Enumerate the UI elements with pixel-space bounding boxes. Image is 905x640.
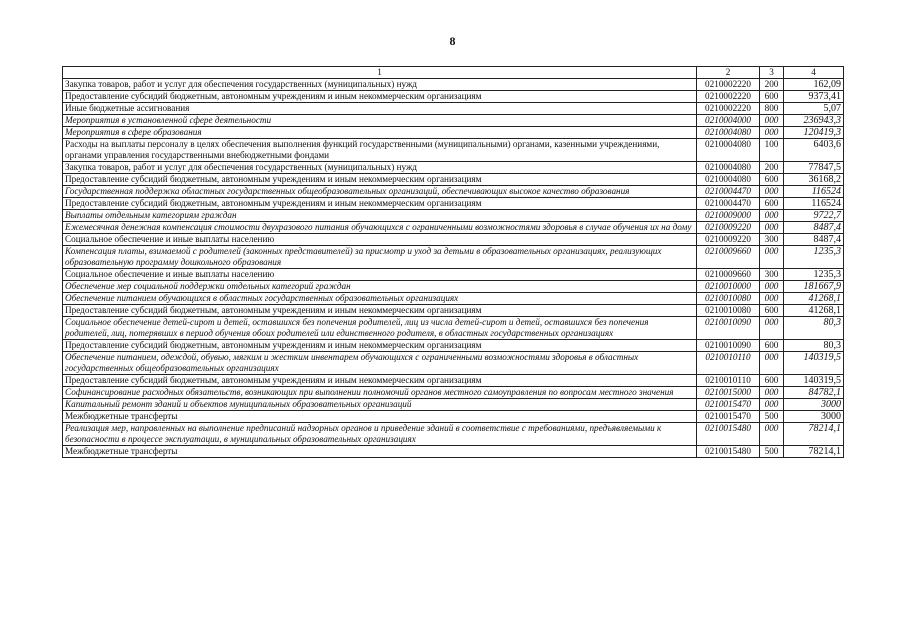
row-type-cell: 000 — [760, 352, 784, 375]
row-type-cell: 800 — [760, 103, 784, 115]
row-type-cell: 000 — [760, 186, 784, 198]
row-name-cell: Обеспечение питанием, одеждой, обувью, мягким и жестким инвентарем обучающихся с ограниченными возможностями здоровья в областных государственных общеобразовательных организациях — [63, 352, 697, 375]
row-code-cell: 0210004000 — [697, 115, 760, 127]
row-name-cell: Предоставление субсидий бюджетным, автономным учреждениям и иным некоммерческим организациям — [63, 198, 697, 210]
row-name-cell: Государственная поддержка областных государственных общеобразовательных организаций, обеспечивающих высокое качество образования — [63, 186, 697, 198]
table-row — [63, 387, 844, 399]
budget-table — [62, 66, 844, 458]
row-code-cell: 0210015470 — [697, 411, 760, 423]
row-code-cell: 0210004080 — [697, 139, 760, 162]
header-cell-code: 2 — [697, 67, 760, 79]
row-type-cell: 000 — [760, 210, 784, 222]
row-type-cell: 500 — [760, 411, 784, 423]
table-row — [63, 281, 844, 293]
row-name-cell: Мероприятия в установленной сфере деятельности — [63, 115, 697, 127]
row-type-cell: 000 — [760, 246, 784, 269]
row-code-cell: 0210009660 — [697, 269, 760, 281]
table-row — [63, 91, 844, 103]
row-sum-cell: 78214,1 — [784, 423, 844, 446]
row-type-cell: 600 — [760, 375, 784, 387]
row-name-cell: Предоставление субсидий бюджетным, автономным учреждениям и иным некоммерческим организациям — [63, 174, 697, 186]
row-code-cell: 0210015480 — [697, 446, 760, 458]
page-number: 8 — [449, 34, 456, 48]
row-name-cell: Межбюджетные трансферты — [63, 446, 697, 458]
row-sum-cell: 3000 — [784, 399, 844, 411]
row-sum-cell: 80,3 — [784, 340, 844, 352]
row-code-cell: 0210002220 — [697, 103, 760, 115]
row-type-cell: 300 — [760, 269, 784, 281]
row-name-cell: Софинансирование расходных обязательств, возникающих при выполнении полномочий органов местного самоуправления по вопросам местного значения — [63, 387, 697, 399]
table-row — [63, 352, 844, 375]
row-code-cell: 0210015470 — [697, 399, 760, 411]
row-sum-cell: 116524 — [784, 186, 844, 198]
row-name-cell: Выплаты отдельным категориям граждан — [63, 210, 697, 222]
row-type-cell: 000 — [760, 222, 784, 234]
row-name-cell: Межбюджетные трансферты — [63, 411, 697, 423]
row-name-cell: Социальное обеспечение и иные выплаты населению — [63, 269, 697, 281]
table-row — [63, 234, 844, 246]
row-type-cell: 000 — [760, 127, 784, 139]
table-row — [63, 186, 844, 198]
table-row — [63, 446, 844, 458]
table-row — [63, 399, 844, 411]
row-sum-cell: 41268,1 — [784, 305, 844, 317]
row-code-cell: 0210009220 — [697, 234, 760, 246]
row-code-cell: 0210010090 — [697, 317, 760, 340]
row-code-cell: 0210015480 — [697, 423, 760, 446]
row-sum-cell: 116524 — [784, 198, 844, 210]
row-type-cell: 000 — [760, 115, 784, 127]
table-row — [63, 174, 844, 186]
row-sum-cell: 120419,3 — [784, 127, 844, 139]
row-code-cell: 0210004080 — [697, 127, 760, 139]
row-code-cell: 0210004080 — [697, 162, 760, 174]
row-code-cell: 0210004470 — [697, 198, 760, 210]
row-sum-cell: 84782,1 — [784, 387, 844, 399]
row-type-cell: 600 — [760, 198, 784, 210]
row-code-cell: 0210010080 — [697, 305, 760, 317]
table-body — [63, 67, 844, 458]
row-code-cell: 0210010110 — [697, 375, 760, 387]
row-name-cell: Социальное обеспечение детей-сирот и детей, оставшихся без попечения родителей, лиц из числа детей-сирот и детей, оставшихся без попечения родителей, лиц, потерявших в период обучения обоих родителей или единственного родителя, в областных государственных организациях — [63, 317, 697, 340]
row-type-cell: 500 — [760, 446, 784, 458]
row-name-cell: Предоставление субсидий бюджетным, автономным учреждениям и иным некоммерческим организациям — [63, 340, 697, 352]
row-sum-cell: 9722,7 — [784, 210, 844, 222]
row-sum-cell: 140319,5 — [784, 352, 844, 375]
row-name-cell: Социальное обеспечение и иные выплаты населению — [63, 234, 697, 246]
row-name-cell: Расходы на выплаты персоналу в целях обеспечения выполнения функций государственными (муниципальными) органами, казенными учреждениями, органами управления государственными внебюджетными фондами — [63, 139, 697, 162]
table-row — [63, 423, 844, 446]
row-sum-cell: 80,3 — [784, 317, 844, 340]
row-sum-cell: 78214,1 — [784, 446, 844, 458]
row-type-cell: 000 — [760, 293, 784, 305]
row-sum-cell: 36168,2 — [784, 174, 844, 186]
header-cell-type: 3 — [760, 67, 784, 79]
row-type-cell: 000 — [760, 387, 784, 399]
row-type-cell: 300 — [760, 234, 784, 246]
table-row — [63, 293, 844, 305]
row-code-cell: 0210002220 — [697, 91, 760, 103]
row-type-cell: 100 — [760, 139, 784, 162]
row-sum-cell: 6403,6 — [784, 139, 844, 162]
row-code-cell: 0210010110 — [697, 352, 760, 375]
row-name-cell: Мероприятия в сфере образования — [63, 127, 697, 139]
row-sum-cell: 41268,1 — [784, 293, 844, 305]
row-code-cell: 0210010000 — [697, 281, 760, 293]
row-sum-cell: 77847,5 — [784, 162, 844, 174]
header-row — [63, 67, 844, 79]
row-code-cell: 0210010080 — [697, 293, 760, 305]
row-sum-cell: 9373,41 — [784, 91, 844, 103]
row-type-cell: 600 — [760, 174, 784, 186]
row-sum-cell: 8487,4 — [784, 234, 844, 246]
row-code-cell: 0210004470 — [697, 186, 760, 198]
row-name-cell: Предоставление субсидий бюджетным, автономным учреждениям и иным некоммерческим организациям — [63, 375, 697, 387]
table-row — [63, 139, 844, 162]
row-code-cell: 0210009220 — [697, 222, 760, 234]
row-name-cell: Компенсация платы, взимаемой с родителей (законных представителей) за присмотр и уход за детьми в образовательных организациях, реализующих образовательную программу дошкольного образования — [63, 246, 697, 269]
table-row — [63, 340, 844, 352]
row-sum-cell: 3000 — [784, 411, 844, 423]
row-name-cell: Обеспечение питанием обучающихся в областных государственных образовательных организациях — [63, 293, 697, 305]
row-name-cell: Предоставление субсидий бюджетным, автономным учреждениям и иным некоммерческим организациям — [63, 91, 697, 103]
row-sum-cell: 1235,3 — [784, 269, 844, 281]
row-code-cell: 0210015000 — [697, 387, 760, 399]
row-name-cell: Капитальный ремонт зданий и объектов муниципальных образовательных организаций — [63, 399, 697, 411]
row-name-cell: Ежемесячная денежная компенсация стоимости двухразового питания обучающихся с ограниченными возможностями здоровья в случае обучения их на дому — [63, 222, 697, 234]
row-sum-cell: 140319,5 — [784, 375, 844, 387]
row-sum-cell: 162,09 — [784, 79, 844, 91]
row-type-cell: 200 — [760, 162, 784, 174]
row-type-cell: 600 — [760, 340, 784, 352]
row-name-cell: Закупка товаров, работ и услуг для обеспечения государственных (муниципальных) нужд — [63, 79, 697, 91]
table-row — [63, 246, 844, 269]
table-row — [63, 305, 844, 317]
header-cell-sum: 4 — [784, 67, 844, 79]
row-name-cell: Предоставление субсидий бюджетным, автономным учреждениям и иным некоммерческим организациям — [63, 305, 697, 317]
table-row — [63, 269, 844, 281]
table-row — [63, 411, 844, 423]
row-code-cell: 0210009000 — [697, 210, 760, 222]
row-type-cell: 600 — [760, 91, 784, 103]
row-sum-cell: 8487,4 — [784, 222, 844, 234]
row-type-cell: 000 — [760, 317, 784, 340]
row-sum-cell: 181667,9 — [784, 281, 844, 293]
row-sum-cell: 1235,3 — [784, 246, 844, 269]
row-type-cell: 600 — [760, 305, 784, 317]
row-type-cell: 000 — [760, 281, 784, 293]
table-row — [63, 103, 844, 115]
row-name-cell: Иные бюджетные ассигнования — [63, 103, 697, 115]
header-cell-name: 1 — [63, 67, 697, 79]
row-code-cell: 0210002220 — [697, 79, 760, 91]
row-name-cell: Обеспечение мер социальной поддержки отдельных категорий граждан — [63, 281, 697, 293]
table-row — [63, 210, 844, 222]
table-row — [63, 79, 844, 91]
row-name-cell: Реализация мер, направленных на выполнение предписаний надзорных органов и приведение зданий в соответствие с требованиями, предъявляемыми к безопасности в процессе эксплуатации, в муниципальных образовательных организациях — [63, 423, 697, 446]
table-row — [63, 115, 844, 127]
row-type-cell: 000 — [760, 423, 784, 446]
table-row — [63, 375, 844, 387]
row-sum-cell: 236943,3 — [784, 115, 844, 127]
row-name-cell: Закупка товаров, работ и услуг для обеспечения государственных (муниципальных) нужд — [63, 162, 697, 174]
row-type-cell: 000 — [760, 399, 784, 411]
row-code-cell: 0210009660 — [697, 246, 760, 269]
row-code-cell: 0210010090 — [697, 340, 760, 352]
row-type-cell: 200 — [760, 79, 784, 91]
row-sum-cell: 5,07 — [784, 103, 844, 115]
table-row — [63, 162, 844, 174]
row-code-cell: 0210004080 — [697, 174, 760, 186]
table-row — [63, 198, 844, 210]
table-row — [63, 222, 844, 234]
table-row — [63, 127, 844, 139]
table-row — [63, 317, 844, 340]
